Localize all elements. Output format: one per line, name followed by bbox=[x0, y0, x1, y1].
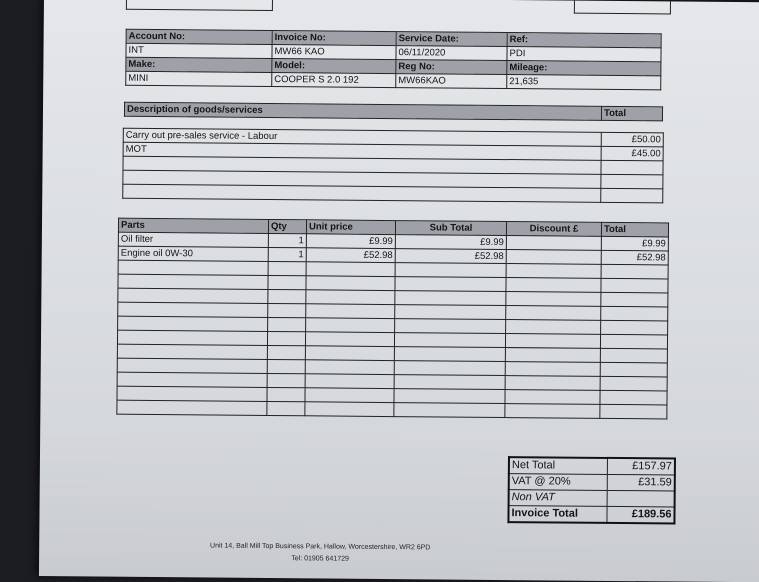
make-value: MINI bbox=[126, 71, 272, 86]
empty-cell bbox=[395, 277, 506, 292]
empty-cell bbox=[118, 274, 268, 289]
empty-cell bbox=[394, 389, 505, 404]
empty-cell bbox=[395, 319, 506, 334]
empty-cell bbox=[506, 292, 601, 307]
non-vat-value bbox=[607, 490, 675, 507]
service-description: MOT bbox=[123, 142, 601, 160]
invoice-no-label: Invoice No: bbox=[272, 30, 396, 45]
account-no-value: INT bbox=[126, 43, 272, 58]
empty-cell bbox=[600, 348, 667, 363]
empty-cell bbox=[394, 333, 505, 348]
vat-label: VAT @ 20% bbox=[509, 474, 607, 491]
model-label: Model: bbox=[272, 58, 396, 73]
empty-cell bbox=[394, 347, 505, 362]
empty-cell bbox=[267, 359, 305, 373]
ref-value: PDI bbox=[507, 47, 661, 62]
service-total bbox=[601, 174, 663, 189]
empty-cell bbox=[506, 264, 601, 279]
empty-cell bbox=[305, 346, 394, 361]
description-header: Description of goods/services bbox=[124, 102, 601, 120]
non-vat-label: Non VAT bbox=[509, 490, 607, 507]
mileage-label: Mileage: bbox=[507, 61, 661, 76]
empty-cell bbox=[505, 348, 600, 363]
empty-cell bbox=[306, 262, 395, 277]
ref-label: Ref: bbox=[507, 33, 661, 48]
service-description bbox=[123, 184, 601, 202]
empty-cell bbox=[267, 345, 305, 359]
empty-cell bbox=[118, 288, 268, 303]
empty-cell bbox=[268, 261, 306, 275]
empty-cell bbox=[601, 306, 668, 321]
empty-cell bbox=[306, 290, 395, 305]
net-total-value: £157.97 bbox=[607, 458, 675, 475]
invoice-paper bbox=[39, 0, 759, 582]
empty-cell bbox=[601, 292, 668, 307]
empty-cell bbox=[305, 402, 394, 417]
service-total bbox=[601, 188, 663, 203]
service-description: Carry out pre-sales service - Labour bbox=[123, 128, 601, 146]
service-date-label: Service Date: bbox=[396, 32, 507, 47]
empty-cell bbox=[505, 404, 600, 419]
empty-cell bbox=[600, 404, 667, 419]
empty-cell bbox=[600, 390, 667, 405]
empty-cell bbox=[267, 331, 305, 345]
empty-cell bbox=[506, 278, 601, 293]
empty-cell bbox=[118, 316, 268, 331]
empty-cell bbox=[305, 388, 394, 403]
address-box-right bbox=[574, 1, 671, 15]
empty-cell bbox=[506, 306, 601, 321]
empty-cell bbox=[268, 303, 306, 317]
empty-cell bbox=[395, 291, 506, 306]
empty-cell bbox=[117, 344, 267, 359]
empty-cell bbox=[600, 334, 667, 349]
empty-cell bbox=[117, 400, 267, 415]
empty-cell bbox=[505, 334, 600, 349]
part-total: £52.98 bbox=[601, 250, 668, 265]
unit-price-header: Unit price bbox=[306, 220, 395, 235]
empty-cell bbox=[601, 278, 668, 293]
parts-header: Parts bbox=[118, 218, 268, 233]
part-name: Engine oil 0W-30 bbox=[118, 246, 268, 261]
empty-cell bbox=[306, 276, 395, 291]
part-unit-price: £9.99 bbox=[306, 234, 395, 249]
empty-cell bbox=[505, 362, 600, 377]
net-total-label: Net Total bbox=[509, 457, 607, 474]
empty-cell bbox=[118, 260, 268, 275]
empty-cell bbox=[600, 376, 667, 391]
empty-cell bbox=[395, 305, 506, 320]
service-date-value: 06/11/2020 bbox=[396, 46, 507, 61]
parts-table bbox=[116, 218, 669, 420]
empty-cell bbox=[395, 263, 506, 278]
invoice-total-value: £189.56 bbox=[606, 506, 674, 523]
service-total: £50.00 bbox=[601, 132, 663, 147]
services-total-header: Total bbox=[601, 106, 662, 121]
invoice-total-label: Invoice Total bbox=[508, 506, 606, 523]
vehicle-details-table bbox=[125, 29, 661, 91]
invoice-no-value: MW66 KAO bbox=[272, 44, 396, 59]
empty-cell bbox=[506, 320, 601, 335]
empty-cell bbox=[118, 302, 268, 317]
reg-no-label: Reg No: bbox=[396, 60, 507, 75]
discount-header: Discount £ bbox=[506, 222, 601, 237]
part-name: Oil filter bbox=[118, 232, 268, 247]
empty-cell bbox=[505, 376, 600, 391]
totals-summary-table bbox=[507, 456, 676, 524]
empty-cell bbox=[601, 320, 668, 335]
mileage-value: 21,635 bbox=[507, 75, 661, 90]
footer-phone: Tel: 01905 641729 bbox=[291, 555, 349, 563]
empty-cell bbox=[394, 403, 505, 418]
part-sub-total: £52.98 bbox=[395, 249, 506, 264]
part-total: £9.99 bbox=[601, 236, 668, 251]
empty-cell bbox=[117, 358, 267, 373]
make-label: Make: bbox=[126, 57, 272, 72]
empty-cell bbox=[305, 374, 394, 389]
empty-cell bbox=[306, 318, 395, 333]
footer-address: Unit 14, Ball Mill Top Business Park, Hallow, Worcestershire, WR2 6PD bbox=[210, 542, 431, 552]
empty-cell bbox=[267, 373, 305, 387]
empty-cell bbox=[305, 332, 394, 347]
empty-cell bbox=[117, 386, 267, 401]
services-header-table bbox=[124, 102, 663, 122]
account-no-label: Account No: bbox=[126, 29, 272, 44]
empty-cell bbox=[267, 387, 305, 401]
qty-header: Qty bbox=[268, 219, 306, 233]
empty-cell bbox=[268, 317, 306, 331]
model-value: COOPER S 2.0 192 bbox=[272, 72, 396, 87]
service-total bbox=[601, 160, 663, 175]
services-table bbox=[122, 128, 664, 204]
empty-cell bbox=[394, 375, 505, 390]
vat-value: £31.59 bbox=[607, 474, 675, 491]
empty-cell bbox=[268, 289, 306, 303]
part-unit-price: £52.98 bbox=[306, 248, 395, 263]
part-discount bbox=[506, 236, 601, 251]
empty-cell bbox=[117, 330, 267, 345]
empty-cell bbox=[394, 361, 505, 376]
address-box-left bbox=[126, 0, 273, 11]
empty-cell bbox=[305, 360, 394, 375]
empty-cell bbox=[600, 362, 667, 377]
empty-cell bbox=[267, 401, 305, 415]
part-qty: 1 bbox=[268, 233, 306, 247]
reg-no-value: MW66KAO bbox=[396, 74, 507, 89]
part-qty: 1 bbox=[268, 247, 306, 261]
empty-cell bbox=[306, 304, 395, 319]
part-discount bbox=[506, 250, 601, 265]
sub-total-header: Sub Total bbox=[395, 221, 506, 236]
empty-cell bbox=[601, 264, 668, 279]
empty-cell bbox=[505, 390, 600, 405]
empty-cell bbox=[268, 275, 306, 289]
parts-total-header: Total bbox=[601, 222, 668, 237]
empty-cell bbox=[117, 372, 267, 387]
service-total: £45.00 bbox=[601, 146, 663, 161]
part-sub-total: £9.99 bbox=[395, 235, 506, 250]
